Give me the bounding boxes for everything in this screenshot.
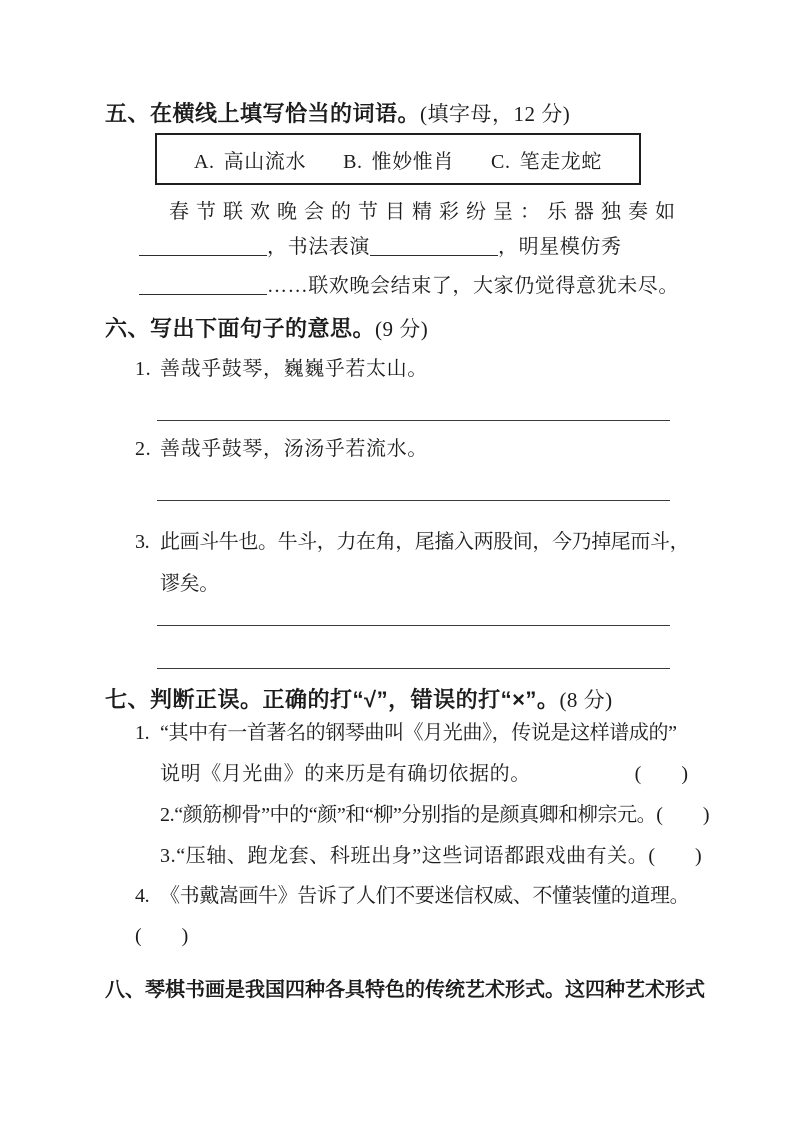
s7-item-2 [135,802,710,828]
s7-item-4 [135,883,689,909]
answer-line-2 [157,500,670,501]
s6-item-2 [135,436,428,462]
s7-item-1-line2 [160,761,688,787]
option-b-term: 惟妙惟肖 [371,150,455,173]
s7-item-2-bracket: ( ) [656,804,710,826]
answer-line-3 [157,625,670,626]
fill-text-mid: ，书法表演 [267,236,370,258]
answer-line-1 [157,420,670,421]
s7-item-1-line1 [135,720,677,746]
s7-item-1-bracket: ( ) [634,763,688,785]
section7-score-note: (8 分) [559,688,613,712]
section5-heading [105,101,570,127]
s7-item-4-bracket: ( ) [135,925,189,947]
s7-item-3-bracket: ( ) [648,845,702,867]
s7-item-3-text: “压轴、跑龙套、科班出身”这些词语都跟戏曲有关。 [176,845,649,867]
s6-item-3-line2: 谬矣。 [160,573,219,595]
section6-title: 六、写出下面句子的意思。 [105,316,376,341]
s6-item-2-text: 善哉乎鼓琴，汤汤乎若流水。 [160,438,428,460]
option-c-label: C. [491,150,511,173]
fill-text-end: ，明星模仿秀 [498,236,622,258]
s7-item-2-number: 2. [160,804,175,826]
fill-paragraph-line1: 春节联欢晚会的节目精彩纷呈：乐器独奏如 [169,201,682,223]
option-c [491,145,602,174]
s6-item-1 [135,356,428,382]
option-b [343,145,454,174]
s7-item-1-number: 1. [135,722,150,744]
option-b-label: B. [343,150,363,173]
section7-heading [105,687,613,713]
s6-item-1-number: 1. [135,358,152,380]
section8-heading: 八、琴棋书画是我国四种各具特色的传统艺术形式。这四种艺术形式 [105,979,705,1001]
section6-score-note: (9 分) [375,317,429,341]
section6-heading [105,316,428,342]
answer-line-4 [157,668,670,669]
answer-blank-2 [370,235,498,256]
fill-paragraph-line2 [139,234,622,260]
s6-item-2-number: 2. [135,438,152,460]
s7-item-3 [135,843,702,869]
s7-item-2-text: “颜筋柳骨”中的“颜”和“柳”分别指的是颜真卿和柳宗元。 [174,804,657,826]
option-a-label: A. [194,150,215,173]
s7-item-4-text: 《书戴嵩画牛》告诉了人们不要迷信权威、不懂装懂的道理。 [160,885,690,907]
option-a-term: 高山流水 [223,150,307,173]
section7-title: 七、判断正误。正确的打“√”，错误的打“×”。 [105,687,560,712]
s7-item-1-text2: 说明《月光曲》的来历是有确切依据的。 [160,763,531,785]
fill-text-tail: ……联欢晚会结束了，大家仍觉得意犹未尽。 [267,275,679,297]
answer-blank-1 [139,235,267,256]
s6-item-3-number: 3. [135,531,150,553]
section5-title: 五、在横线上填写恰当的词语。 [105,101,421,126]
option-c-term: 笔走龙蛇 [519,150,602,173]
word-options-box [155,133,641,185]
fill-paragraph-line3 [139,273,679,299]
s7-item-3-number: 3. [160,845,177,867]
s7-item-1-text1: “其中有一首著名的钢琴曲叫《月光曲》，传说是这样谱成的” [160,722,677,744]
s6-item-3-line1: 此画斗牛也。牛斗，力在角，尾搐入两股间，今乃掉尾而斗， [160,531,690,553]
answer-blank-3 [139,274,267,295]
option-a [194,145,306,174]
section5-score-note: (填字母，12 分) [420,102,571,126]
s7-item-4-number: 4. [135,885,150,907]
s6-item-3 [135,521,689,605]
s6-item-1-text: 善哉乎鼓琴，巍巍乎若太山。 [160,358,428,380]
